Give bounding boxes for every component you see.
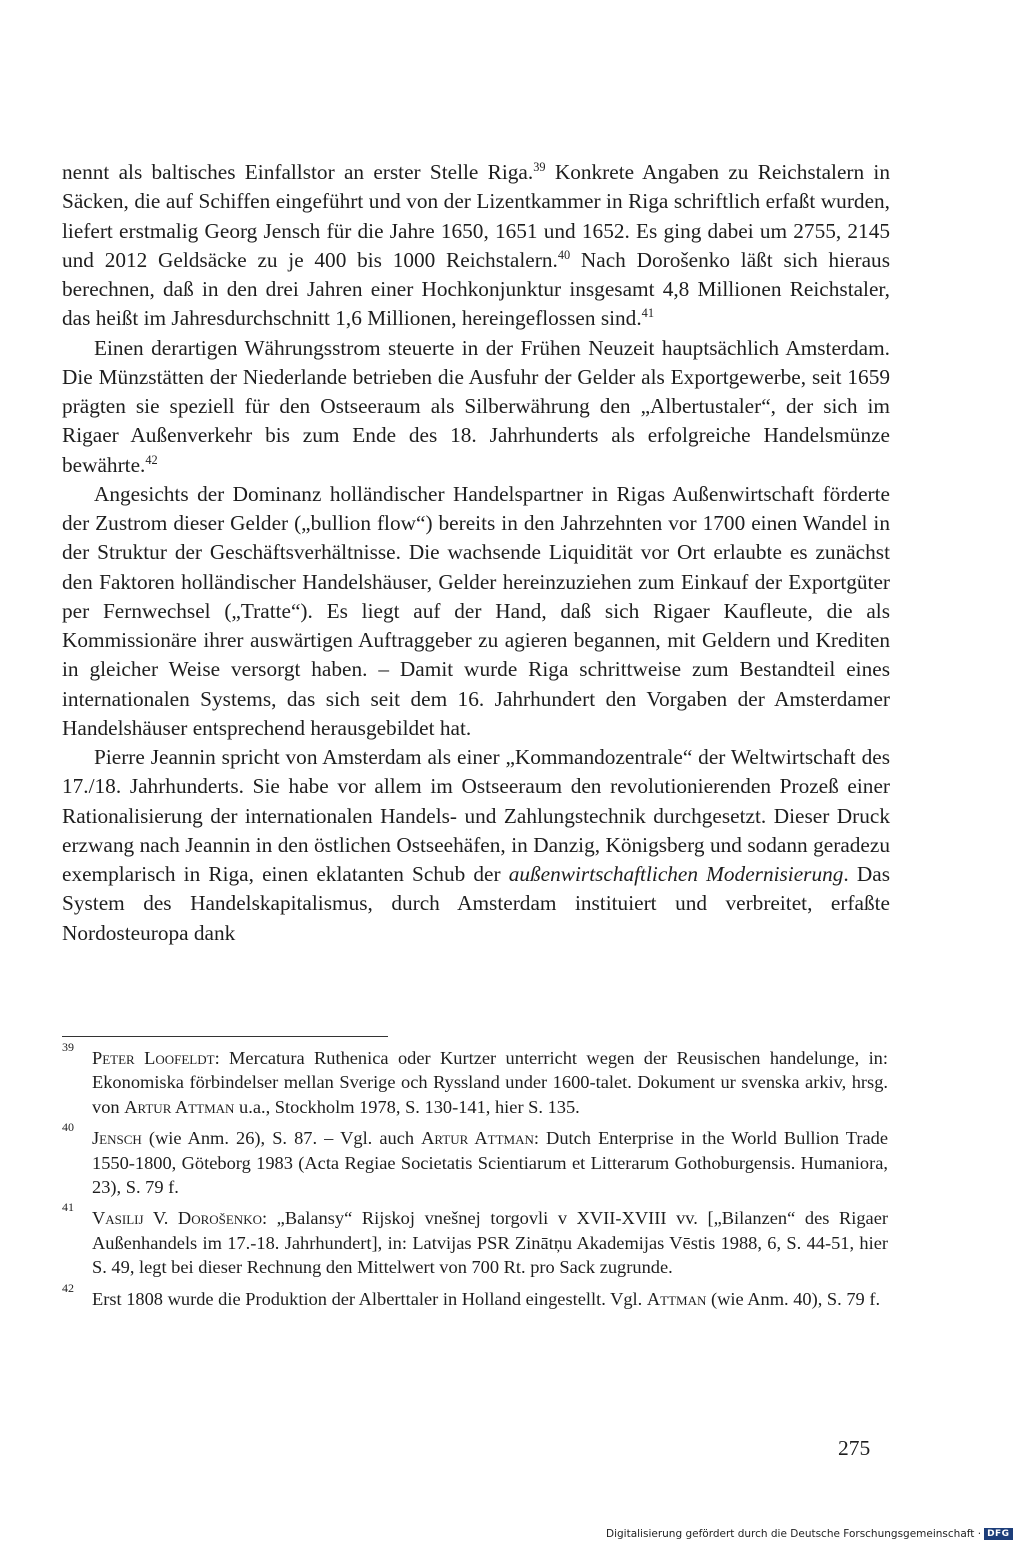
author-name: Artur Attman	[421, 1128, 534, 1149]
footnote-ref-41: 41	[641, 306, 654, 321]
footnote-separator	[62, 1036, 388, 1037]
footnote-number: 42	[62, 1280, 74, 1295]
footnote-text: : „Balansy“ Rijskoj vnešnej torgovli v XVII-XVIII vv. [„Bilanzen“ des Rigaer Außenhandels im 17.-18. Jahrhundert], in: Latvijas PSR Zinātņu Akademijas Vēstis 1988, 6, S. 44-51, hier S. 49, legt bei dieser Rechnung den Mittelwert von 700 Rt. pro Sack zugrunde.	[92, 1208, 888, 1278]
footnote-number: 40	[62, 1120, 74, 1135]
paragraph-4	[62, 743, 890, 948]
footnote-ref-39: 39	[533, 159, 546, 174]
author-name: Artur Attman	[124, 1096, 235, 1117]
footnote-text: u.a., Stockholm 1978, S. 130-141, hier S. 135.	[234, 1096, 580, 1117]
dfg-logo: DFG	[984, 1528, 1013, 1540]
digitization-footer	[606, 1528, 1013, 1540]
footnote-text: : Mercatura Ruthenica oder Kurtzer unterricht wegen der Reusischen handelunge, in: Ekonomiska förbindelser mellan Sverige och Ryssland under 1600-talet. Dokument ur svenska arkiv, hrsg. von	[92, 1048, 888, 1117]
paragraph-1	[62, 158, 890, 334]
footnote-42	[62, 1280, 888, 1311]
main-text	[62, 158, 890, 948]
footnote-ref-40: 40	[557, 247, 571, 262]
footnote-number: 39	[62, 1040, 74, 1054]
footnote-ref-42: 42	[145, 452, 158, 467]
text-span: Pierre Jeannin spricht von Amsterdam als einer „Kommandozentrale“ der Weltwirtschaft des 17./18. Jahrhunderts. Sie habe vor allem im Ostseeraum den revolutionierenden Prozeß einer Rationalisierung der internationalen Handels- und Zahlungstechnik durchgesetzt. Dieser Druck erzwang nach Jeannin in den östlichen Ostseehäfen, in Danzig, Königsberg und sodann geradezu exemplarisch in Riga, einen eklatanten Schub der	[62, 745, 890, 886]
text-span: Nach Dorošenko läßt sich hieraus berechnen, daß in den drei Jahren einer Hochkonjunktur insgesamt 4,8 Millionen Reichstaler, das heißt im Jahresdurchschnitt 1,6 Millionen, hereingeflossen sind.	[62, 247, 890, 331]
footnote-number: 41	[62, 1200, 74, 1215]
footnote-text: (wie Anm. 26), S. 87. – Vgl. auch	[141, 1128, 422, 1149]
author-name: Jensch	[92, 1128, 142, 1149]
footnotes	[62, 1040, 889, 1318]
text-span: Konkrete Angaben zu Reichstalern in Säcken, die auf Schiffen eingeführt und von der Lizentkammer in Riga schriftlich erfaßt wurden, liefert erstmalig Georg Jensch für die Jahre 1650, 1651 und 1652. Es ging dabei um 2755, 2145 und 2012 Geldsäcke zu je 400 bis 1000 Reichstalern.	[62, 160, 890, 272]
footnote-40	[62, 1120, 889, 1199]
emphasis-text: außenwirtschaftlichen Modernisierung	[508, 862, 844, 886]
digitization-note: Digitalisierung gefördert durch die Deutsche Forschungsgemeinschaft ·	[606, 1528, 982, 1540]
footnote-text: Erst 1808 wurde die Produktion der Alberttaler in Holland eingestellt. Vgl.	[92, 1288, 647, 1309]
author-name: Vasilij V. Dorošenko	[92, 1208, 262, 1229]
footnote-text: : Dutch Enterprise in the World Bullion Trade 1550-1800, Göteborg 1983 (Acta Regiae Societatis Scientiarum et Litterarum Gothoburgensis. Humaniora, 23), S. 79 f.	[92, 1128, 889, 1198]
page-number: 275	[838, 1436, 871, 1460]
paragraph-2	[62, 334, 890, 480]
author-name: Peter Loofeldt	[92, 1048, 215, 1068]
author-name: Attman	[646, 1288, 707, 1309]
text-span: Einen derartigen Währungsstrom steuerte in der Frühen Neuzeit hauptsächlich Amsterdam. Die Münzstätten der Niederlande betrieben die Ausfuhr der Gelder als Exportgewerbe, seit 1659 prägten sie speziell für den Ostseeraum als Silberwährung den „Albertustaler“, der sich im Rigaer Außenverkehr bis zum Ende des 18. Jahrhunderts als erfolgreiche Handelsmünze bewährte.	[62, 335, 890, 477]
footnote-text: (wie Anm. 40), S. 79 f.	[706, 1288, 881, 1309]
footnote-39	[62, 1040, 888, 1119]
text-span: . Das System des Handelskapitalismus, durch Amsterdam instituiert und verbreitet, erfaßte Nordosteuropa dank	[62, 862, 890, 945]
text-span: nennt als baltisches Einfallstor an erster Stelle Riga.	[62, 160, 534, 184]
paragraph-3: Angesichts der Dominanz holländischer Handelspartner in Rigas Außenwirtschaft förderte der Zustrom dieser Gelder („bullion flow“) bereits in den Jahrzehnten vor 1700 einen Wandel in der Struktur der Geschäftsverhältnisse. Die wachsende Liquidität vor Ort erlaubte es zunächst den Faktoren holländischer Handelshäuser, Gelder hereinzuziehen zum Einkauf der Exportgüter per Fernwechsel („Tratte“). Es liegt auf der Hand, daß sich Rigaer Kaufleute, die als Kommissionäre ihrer auswärtigen Auftraggeber zu agieren begannen, mit Geldern und Krediten in gleicher Weise versorgt haben. – Damit wurde Riga schrittweise zum Bestandteil eines internationalen Systems, das sich seit dem 16. Jahrhundert den Vorgaben der Amsterdamer Handelshäuser entsprechend herausgebildet hat.	[62, 481, 890, 740]
footnote-41	[62, 1200, 888, 1279]
